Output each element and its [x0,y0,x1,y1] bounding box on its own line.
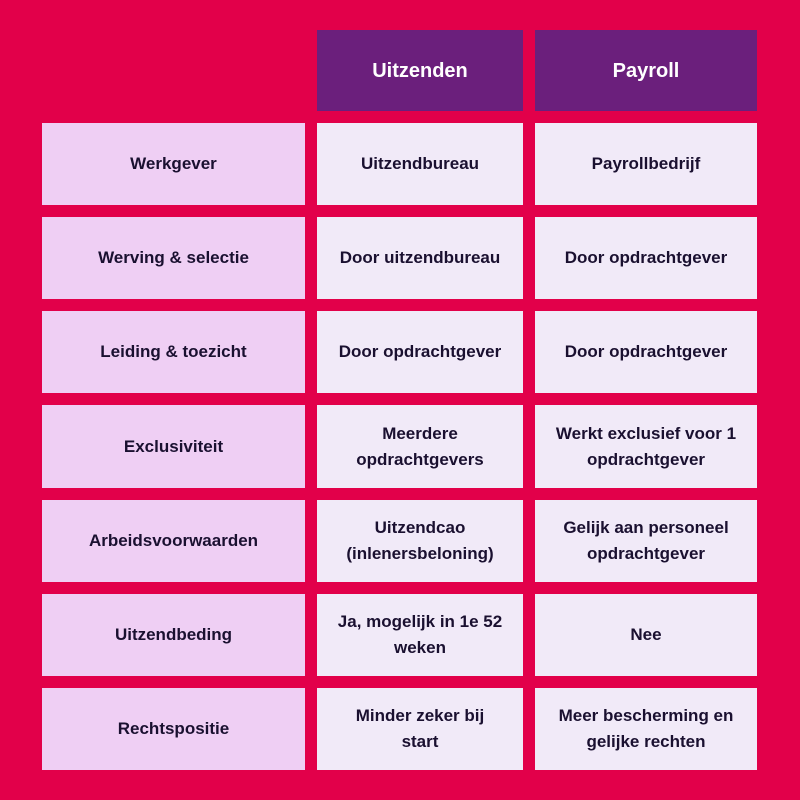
cell-uitzenden-leiding: Door opdrachtgever [317,311,523,393]
row-label-werving: Werving & selectie [42,217,305,299]
cell-uitzenden-rechtspositie: Minder zeker bij start [317,688,523,770]
cell-payroll-leiding: Door opdrachtgever [535,311,757,393]
cell-payroll-werving: Door opdrachtgever [535,217,757,299]
cell-payroll-uitzendbeding: Nee [535,594,757,676]
cell-uitzenden-exclusiviteit: Meerdere opdrachtgevers [317,405,523,488]
cell-payroll-rechtspositie: Meer bescherming en gelijke rechten [535,688,757,770]
cell-payroll-exclusiviteit: Werkt exclusief voor 1 opdrachtgever [535,405,757,488]
cell-uitzenden-arbeidsvoorwaarden: Uitzendcao (inlenersbeloning) [317,500,523,582]
header-uitzenden: Uitzenden [317,30,523,111]
cell-uitzenden-uitzendbeding: Ja, mogelijk in 1e 52 weken [317,594,523,676]
row-label-arbeidsvoorwaarden: Arbeidsvoorwaarden [42,500,305,582]
header-payroll: Payroll [535,30,757,111]
row-label-werkgever: Werkgever [42,123,305,205]
cell-payroll-arbeidsvoorwaarden: Gelijk aan personeel opdrachtgever [535,500,757,582]
row-label-exclusiviteit: Exclusiviteit [42,405,305,488]
row-label-rechtspositie: Rechtspositie [42,688,305,770]
cell-uitzenden-werkgever: Uitzendbureau [317,123,523,205]
cell-payroll-werkgever: Payrollbedrijf [535,123,757,205]
row-label-leiding: Leiding & toezicht [42,311,305,393]
row-label-uitzendbeding: Uitzendbeding [42,594,305,676]
cell-uitzenden-werving: Door uitzendbureau [317,217,523,299]
